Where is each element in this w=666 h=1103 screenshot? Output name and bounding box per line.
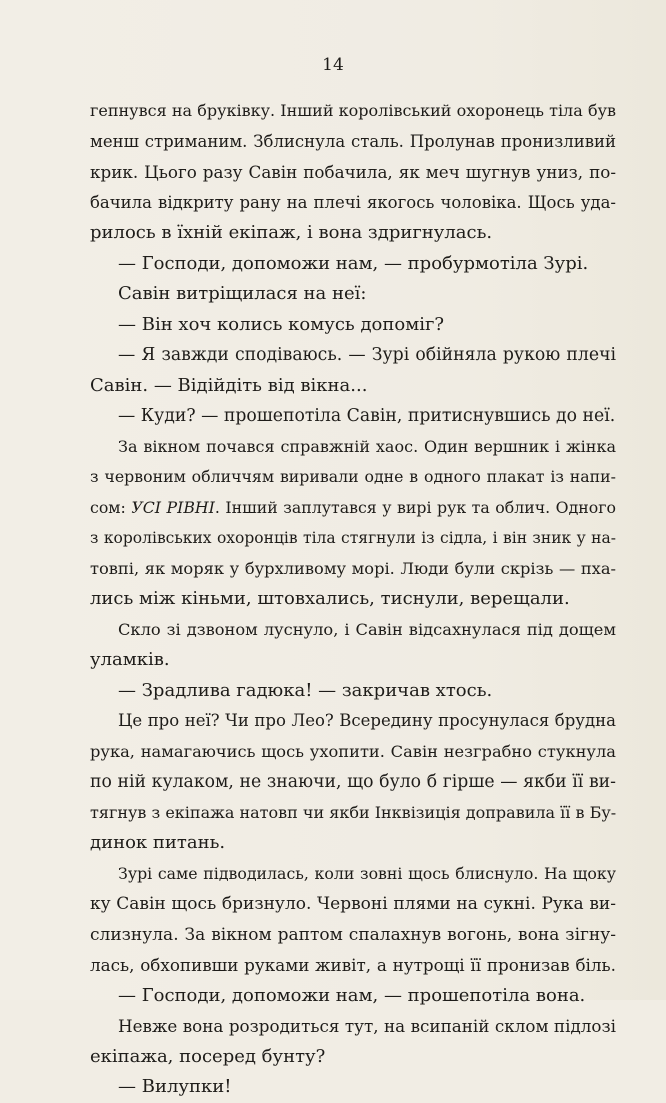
text-line: бачила відкриту рану на плечі якогось чоловіка. Щось уда-: [90, 192, 616, 212]
text-line: ку Савін щось бризнуло. Червоні плями на сукні. Рука ви-: [90, 894, 616, 914]
text-line: — Господи, допоможи нам, — пробурмотіла Зурі.: [118, 252, 589, 274]
text-line: [90, 493, 616, 524]
text-line: рилось в їхній екіпаж, і вона здригнулась.: [90, 222, 493, 243]
text-fragment: сом:: [90, 497, 132, 517]
text-line: слизнула. За вікном раптом спалахнув вогонь, вона зігну-: [90, 924, 616, 945]
text-line: екіпажа, посеред бунту?: [90, 1045, 326, 1067]
text-line: Це про неї? Чи про Лео? Всередину просунулася брудна: [118, 711, 616, 730]
text-line: Скло зі дзвоном луснуло, і Савін відсахнулася під дощем: [118, 619, 616, 639]
text-line: Савін витріщилася на неї:: [118, 283, 367, 304]
text-line: товпі, як моряк у бурхливому морі. Люди були скрізь — пха-: [90, 558, 616, 578]
text-line: — Зрадлива гадюка! — закричав хтось.: [118, 679, 493, 701]
text-fragment: . Інший заплутався у вирі рук та облич. Одного: [214, 497, 617, 517]
text-line: динок питань.: [90, 832, 226, 853]
text-line: з королівських охоронців тіла стягнули із сідла, і він зник у на-: [90, 529, 616, 547]
text-line: рука, намагаючись щось ухопити. Савін незграбно стукнула: [90, 741, 616, 761]
page-number: 14: [322, 55, 344, 75]
text-line: За вікном почався справжній хаос. Один вершник і жінка: [118, 436, 616, 456]
text-line: — Він хоч колись комусь допоміг?: [118, 313, 445, 335]
text-line: — Вилупки!: [118, 1076, 232, 1097]
text-line: тягнув з екіпажа натовп чи якби Інквізиція доправила її в Бу-: [90, 802, 617, 822]
text-line: крик. Цього разу Савін побачила, як меч шугнув униз, по-: [90, 162, 616, 182]
page-body-text: [90, 96, 616, 1103]
text-line: — Господи, допоможи нам, — прошепотіла вона.: [118, 984, 586, 1006]
text-line: лись між кіньми, штовхались, тиснули, верещали.: [90, 588, 570, 609]
text-line: з червоним обличчям виривали одне в одного плакат із напи-: [90, 467, 616, 486]
text-line: лась, обхопивши руками живіт, а нутрощі її пронизав біль.: [90, 955, 616, 975]
text-line: Зурі саме підводилась, коли зовні щось блиснуло. На щоку: [118, 863, 616, 883]
text-line: Невже вона розродиться тут, на всипаній склом підлозі: [118, 1016, 616, 1036]
text-line: уламків.: [90, 649, 170, 670]
text-line: по ній кулаком, не знаючи, що було б гірше — якби її ви-: [90, 772, 616, 792]
text-line: — Я завжди сподіваюсь. — Зурі обійняла рукою плечі: [118, 345, 616, 365]
text-line: — Куди? — прошепотіла Савін, притиснувшись до неї.: [118, 406, 616, 426]
placard-slogan: УСІ РІВНІ: [131, 497, 215, 517]
text-line: менш стриманим. Зблиснула сталь. Пролунав пронизливий: [90, 131, 616, 151]
text-line: гепнувся на бруківку. Інший королівський охоронець тіла був: [90, 101, 616, 120]
text-line: Савін. — Відійдіть від вікна...: [90, 374, 368, 396]
